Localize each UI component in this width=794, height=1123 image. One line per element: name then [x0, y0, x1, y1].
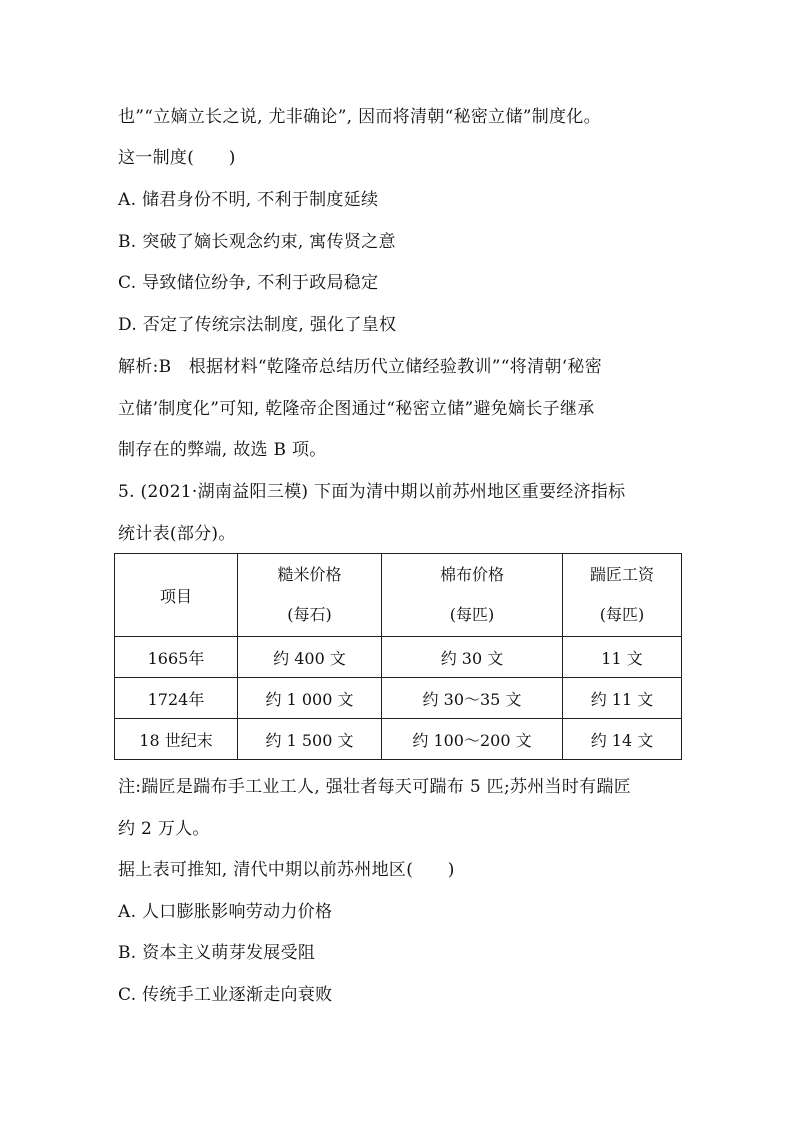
cell-rice-price: 约 1 000 文 [238, 678, 382, 719]
analysis-line-3: 制存在的弊端, 故选 B 项。 [118, 440, 327, 460]
option-a: A. 储君身份不明, 不利于制度延续 [118, 190, 379, 210]
option-c: C. 传统手工业逐渐走向衰败 [118, 985, 333, 1005]
header-unit: (每匹) [449, 605, 495, 624]
cell-rice-price: 约 400 文 [238, 637, 382, 678]
header-title: 踹匠工资 [589, 565, 654, 584]
question-4-stem: 这一制度( ) [118, 148, 236, 168]
cell-cloth-price: 约 30 文 [382, 637, 563, 678]
option-a: A. 人口膨胀影响劳动力价格 [118, 902, 333, 922]
analysis-line-1: 解析:B 根据材料“乾隆帝总结历代立储经验教训”“将清朝‘秘密 [118, 357, 602, 377]
header-unit: (每石) [287, 605, 332, 624]
table-header-row [115, 554, 682, 637]
header-cloth-price [382, 554, 563, 637]
table-note-line-1: 注:踹匠是踹布手工业工人, 强壮者每天可踹布 5 匹;苏州当时有踹匠 [118, 777, 632, 797]
table-row [115, 719, 682, 760]
cell-year: 18 世纪末 [115, 719, 238, 760]
cell-wage: 11 文 [563, 637, 682, 678]
option-b: B. 突破了嫡长观念约束, 寓传贤之意 [118, 232, 396, 252]
header-item: 项目 [115, 554, 238, 637]
cell-cloth-price: 约 30～35 文 [382, 678, 563, 719]
header-title: 棉布价格 [439, 565, 504, 584]
option-b: B. 资本主义萌芽发展受阻 [118, 943, 316, 963]
cell-year: 1724年 [115, 678, 238, 719]
table-row [115, 678, 682, 719]
header-unit: (每匹) [599, 605, 645, 624]
table-note-line-2: 约 2 万人。 [118, 819, 210, 839]
cell-wage: 约 14 文 [563, 719, 682, 760]
header-worker-wage [563, 554, 682, 637]
cell-year: 1665年 [115, 637, 238, 678]
table-row [115, 637, 682, 678]
question-5-stem: 据上表可推知, 清代中期以前苏州地区( ) [118, 860, 455, 880]
cell-cloth-price: 约 100～200 文 [382, 719, 563, 760]
question-5-title-line-2: 统计表(部分)。 [118, 524, 236, 544]
header-rice-price [238, 554, 382, 637]
cell-wage: 约 11 文 [563, 678, 682, 719]
option-d: D. 否定了传统宗法制度, 强化了皇权 [118, 315, 397, 335]
cell-rice-price: 约 1 500 文 [238, 719, 382, 760]
question-5-title-line-1: 5. (2021·湖南益阳三模) 下面为清中期以前苏州地区重要经济指标 [118, 482, 626, 502]
option-c: C. 导致储位纷争, 不利于政局稳定 [118, 273, 379, 293]
question-4-text-line: 也”“立嫡立长之说, 尤非确论”, 因而将清朝“秘密立储”制度化。 [118, 107, 601, 127]
header-title: 糙米价格 [277, 565, 342, 584]
analysis-line-2: 立储’制度化”可知, 乾隆帝企图通过“秘密立储”避免嫡长子继承 [118, 399, 595, 419]
economic-indicator-table [114, 553, 682, 760]
